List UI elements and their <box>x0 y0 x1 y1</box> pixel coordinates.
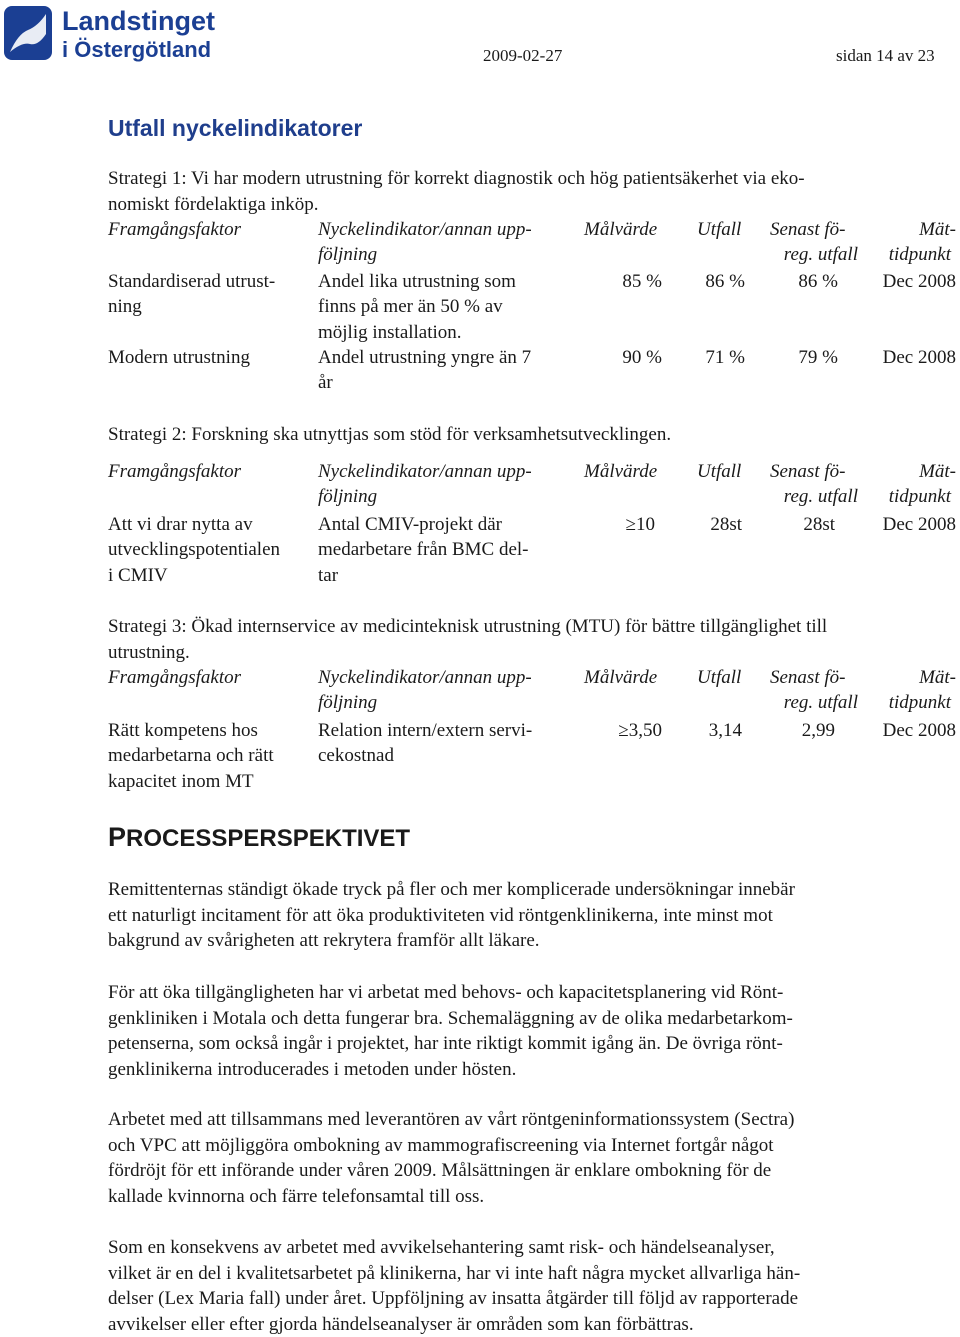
col-time-header-line2: tidpunkt <box>848 690 951 716</box>
row-factor-line: Rätt kompetens hos <box>108 718 258 744</box>
section-title-utfall: Utfall nyckelindikatorer <box>108 114 362 142</box>
section-title-rest: ROCESSPERSPEKTIVET <box>126 825 410 852</box>
paragraph-1 <box>108 877 938 954</box>
strategy-1-text-line2: nomiskt fördelaktiga inköp. <box>108 192 938 218</box>
col-outcome-header: Utfall <box>697 217 741 243</box>
row-factor-line: medarbetarna och rätt <box>108 743 274 769</box>
logo-line1: Landstinget <box>62 6 215 36</box>
col-prev-header-line2: reg. utfall <box>748 690 858 716</box>
row-prev: 2,99 <box>738 718 835 744</box>
col-target-header: Målvärde <box>584 217 657 243</box>
paragraph-line: kallade kvinnorna och färre telefonsamtal till oss. <box>108 1184 938 1210</box>
col-indicator-header-line1: Nyckelindikator/annan upp- <box>318 217 532 243</box>
strategy-3-text-line2: utrustning. <box>108 640 938 666</box>
paragraph-line: bakgrund av svårigheten att rekrytera framför allt läkare. <box>108 928 938 954</box>
table-row <box>108 512 938 590</box>
col-prev-header-line2: reg. utfall <box>748 484 858 510</box>
row-indicator-line: cekostnad <box>318 743 394 769</box>
row-indicator-line: finns på mer än 50 % av <box>318 294 503 320</box>
paragraph-2 <box>108 980 938 1082</box>
strategy-3 <box>108 614 938 665</box>
row-indicator-line: år <box>318 370 333 396</box>
strategy-1-text-line1: Strategi 1: Vi har modern utrustning för korrekt diagnostik och hög patientsäkerhet via eko- <box>108 166 938 192</box>
row-outcome: 28st <box>648 512 742 538</box>
table-row <box>108 718 938 796</box>
row-outcome: 71 % <box>648 345 745 371</box>
paragraph-line: petenserna, som också ingår i projektet, har inte riktigt kommit igång än. De övriga rönt- <box>108 1031 938 1057</box>
row-prev: 28st <box>738 512 835 538</box>
row-prev: 79 % <box>738 345 838 371</box>
row-factor-line: utvecklingspotentialen <box>108 537 280 563</box>
row-target: 90 % <box>558 345 662 371</box>
row-time: Dec 2008 <box>848 512 956 538</box>
col-outcome-header: Utfall <box>697 665 741 691</box>
paragraph-line: genkliniken i Motala och detta fungerar bra. Schemaläggning av de olika medarbetarkom- <box>108 1006 938 1032</box>
row-indicator-line: möjlig installation. <box>318 320 462 346</box>
row-factor-line: Standardiserad utrust- <box>108 269 275 295</box>
paragraph-3 <box>108 1107 938 1209</box>
paragraph-line: Remittenternas ständigt ökade tryck på fler och mer komplicerade undersökningar innebär <box>108 877 938 903</box>
col-time-header-line1: Mät- <box>848 459 956 485</box>
col-factor-header: Framgångsfaktor <box>108 217 241 243</box>
paragraph-line: och VPC att möjliggöra ombokning av mammografiscreening via Internet fortgår något <box>108 1133 938 1159</box>
col-target-header: Målvärde <box>584 665 657 691</box>
strategy-2 <box>108 422 938 448</box>
col-target-header: Målvärde <box>584 459 657 485</box>
logo-line2: i Östergötland <box>62 37 211 62</box>
col-indicator-header-line1: Nyckelindikator/annan upp- <box>318 459 532 485</box>
header-page-number: sidan 14 av 23 <box>836 43 935 69</box>
landstinget-logo <box>4 4 244 62</box>
row-indicator-line: Relation intern/extern servi- <box>318 718 532 744</box>
paragraph-line: ett naturligt incitament för att öka produktiviteten vid röntgenklinikerna, inte minst mot <box>108 903 938 929</box>
paragraph-line: För att öka tillgängligheten har vi arbetat med behovs- och kapacitetsplanering vid Rönt- <box>108 980 938 1006</box>
table-2-header <box>108 459 938 511</box>
paragraph-line: genklinikerna introducerades i metoden under hösten. <box>108 1057 938 1083</box>
header-date: 2009-02-27 <box>483 43 562 69</box>
row-time: Dec 2008 <box>848 718 956 744</box>
row-prev: 86 % <box>738 269 838 295</box>
paragraph-line: avvikelser eller efter gjorda händelseanalyser är områden som kan förbättras. <box>108 1312 938 1337</box>
strategy-3-text-line1: Strategi 3: Ökad internservice av medicinteknisk utrustning (MTU) för bättre tillgänglighet till <box>108 614 938 640</box>
row-outcome: 3,14 <box>648 718 742 744</box>
row-factor-line: ning <box>108 294 142 320</box>
col-indicator-header-line1: Nyckelindikator/annan upp- <box>318 665 532 691</box>
table-1-header <box>108 217 938 269</box>
strategy-2-text-line1: Strategi 2: Forskning ska utnyttjas som stöd för verksamhetsutvecklingen. <box>108 422 938 448</box>
row-target: ≥10 <box>558 512 655 538</box>
col-prev-header-line2: reg. utfall <box>748 242 858 268</box>
paragraph-line: delser (Lex Maria fall) under året. Uppföljning av insatta åtgärder till följd av rapporterade <box>108 1286 938 1312</box>
col-time-header-line2: tidpunkt <box>848 242 951 268</box>
row-indicator-line: Andel lika utrustning som <box>318 269 516 295</box>
logo-graphic <box>4 4 244 62</box>
row-indicator-line: Antal CMIV-projekt där <box>318 512 502 538</box>
section-title-processperspektivet <box>108 822 410 854</box>
paragraph-line: Arbetet med att tillsammans med leverantören av vårt röntgeninformationssystem (Sectra) <box>108 1107 938 1133</box>
paragraph-4 <box>108 1235 938 1337</box>
paragraph-line: vilket är en del i kvalitetsarbetet på klinikerna, har vi inte haft några mycket allvarliga hän- <box>108 1261 938 1287</box>
row-target: 85 % <box>558 269 662 295</box>
col-outcome-header: Utfall <box>697 459 741 485</box>
row-indicator-line: medarbetare från BMC del- <box>318 537 529 563</box>
col-indicator-header-line2: följning <box>318 242 377 268</box>
col-prev-header-line1: Senast fö- <box>770 665 845 691</box>
paragraph-line: Som en konsekvens av arbetet med avvikelsehantering samt risk- och händelseanalyser, <box>108 1235 938 1261</box>
row-target: ≥3,50 <box>558 718 662 744</box>
row-factor-line: Att vi drar nytta av <box>108 512 253 538</box>
col-factor-header: Framgångsfaktor <box>108 665 241 691</box>
row-factor-line: i CMIV <box>108 563 168 589</box>
table-row <box>108 345 938 397</box>
row-outcome: 86 % <box>648 269 745 295</box>
paragraph-line: fördröjt för ett införande under våren 2009. Målsättningen är enklare ombokning för de <box>108 1158 938 1184</box>
row-indicator-line: tar <box>318 563 338 589</box>
row-indicator-line: Andel utrustning yngre än 7 <box>318 345 531 371</box>
col-time-header-line1: Mät- <box>848 217 956 243</box>
strategy-1 <box>108 166 938 217</box>
col-indicator-header-line2: följning <box>318 690 377 716</box>
row-factor-line: Modern utrustning <box>108 345 250 371</box>
row-factor-line: kapacitet inom MT <box>108 769 254 795</box>
col-indicator-header-line2: följning <box>318 484 377 510</box>
col-prev-header-line1: Senast fö- <box>770 217 845 243</box>
row-time: Dec 2008 <box>848 269 956 295</box>
col-time-header-line2: tidpunkt <box>848 484 951 510</box>
row-time: Dec 2008 <box>848 345 956 371</box>
table-row <box>108 269 938 347</box>
col-prev-header-line1: Senast fö- <box>770 459 845 485</box>
col-factor-header: Framgångsfaktor <box>108 459 241 485</box>
section-title-first-letter: P <box>108 822 126 852</box>
table-3-header <box>108 665 938 717</box>
col-time-header-line1: Mät- <box>848 665 956 691</box>
